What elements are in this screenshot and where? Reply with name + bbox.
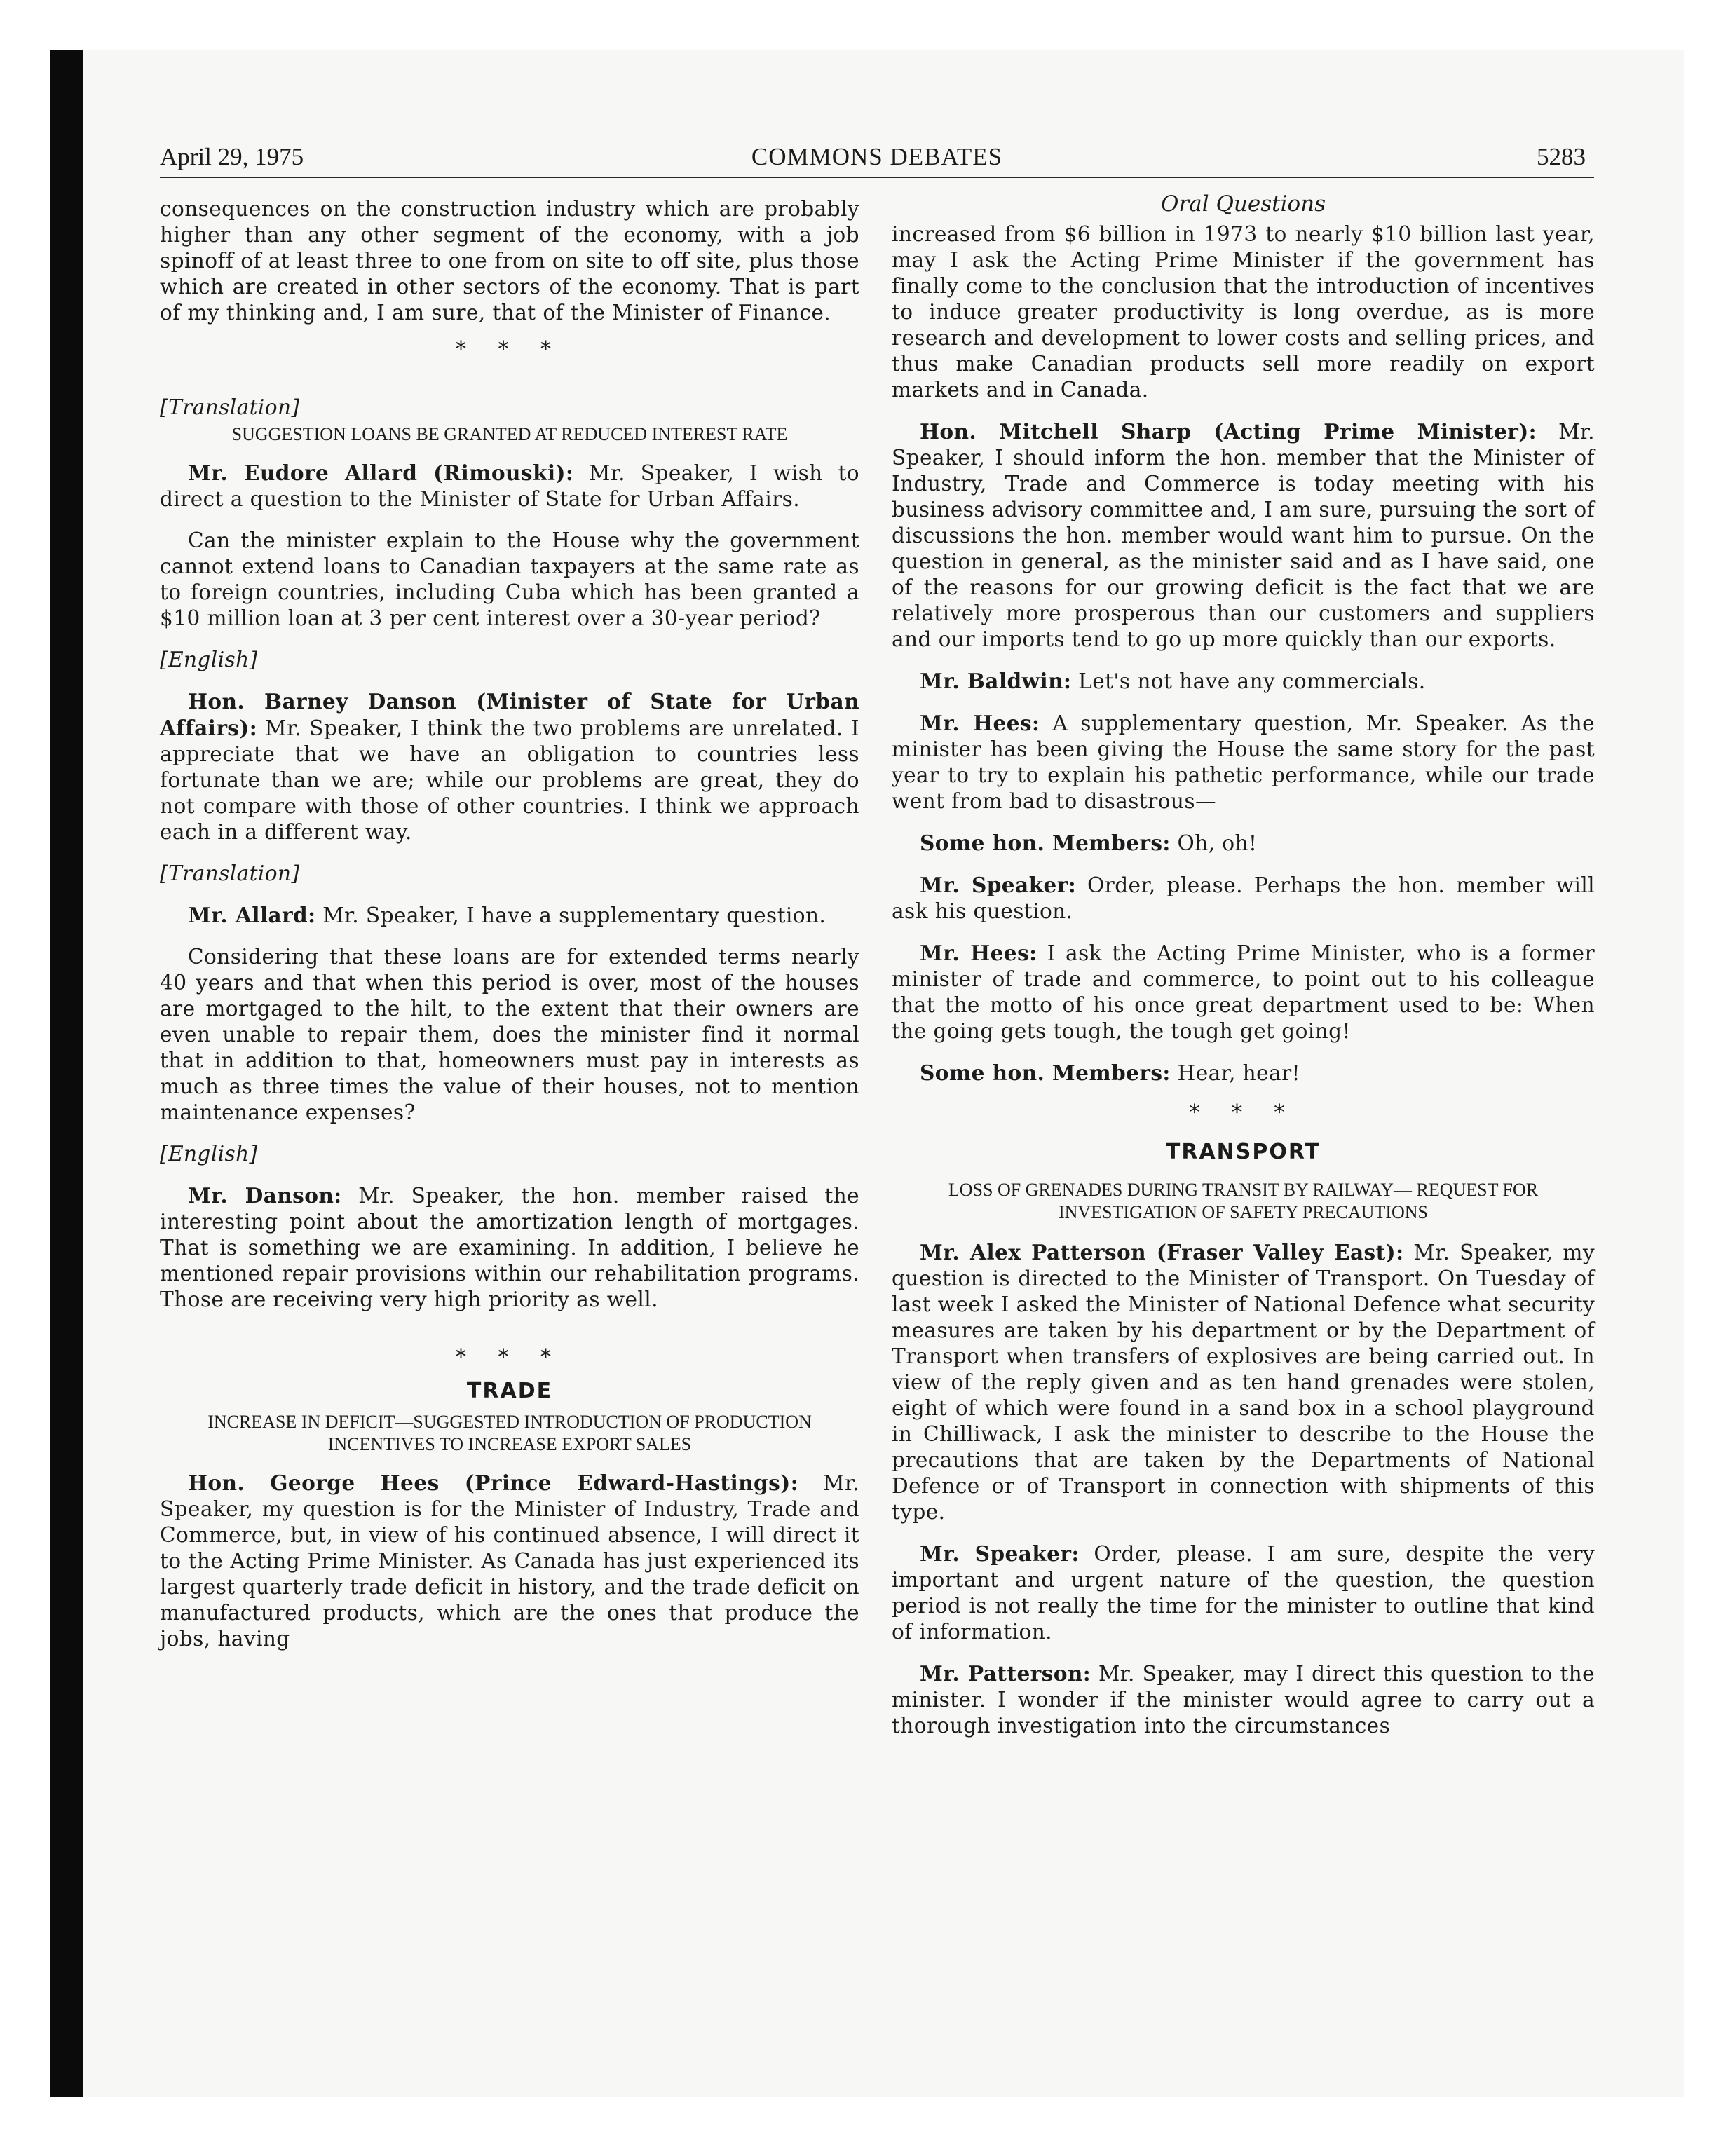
speaker-name: Some hon. Members: xyxy=(920,831,1171,855)
speaker-name: Mr. Danson: xyxy=(188,1183,342,1208)
speech-paragraph xyxy=(892,1660,1595,1739)
speaker-name: Mr. Speaker: xyxy=(920,873,1077,897)
speech-text: Mr. Speaker, my question is for the Minister of Industry, Trade and Commerce, but, in view of his continued absence, I will direct it to the Acting Prime Minister. As Canada has just experienced its largest quarterly trade deficit in history, and the trade deficit on manufactured products, which are the ones that produce the jobs, having xyxy=(160,1471,859,1651)
speech-text: Mr. Speaker, I should inform the hon. member that the Minister of Industry, Trade and Commerce is today meeting with his business advisory committee and, I am sure, pursuing the sort of discussions the hon. member would want him to pursue. On the question in general, as the minister said and as I have said, one of the reasons for our growing deficit is the fact that we are relatively more prosperous than our customers and suppliers and our imports tend to go up more quickly than our exports. xyxy=(892,420,1595,651)
language-marker: [Translation] xyxy=(160,395,300,419)
page-header xyxy=(160,140,1594,178)
speech-text: Order, please. I am sure, despite the very important and urgent nature of the question, the question period is not really the time for the minister to outline that kind of information. xyxy=(892,1542,1595,1644)
speech-paragraph xyxy=(892,668,1595,695)
speech-paragraph xyxy=(892,940,1595,1044)
speech-paragraph xyxy=(160,688,859,845)
speech-text: Oh, oh! xyxy=(1177,831,1258,855)
speaker-name: Some hon. Members: xyxy=(920,1060,1171,1085)
section-divider: * * * xyxy=(1189,1100,1298,1125)
speech-paragraph xyxy=(892,1060,1595,1086)
speech-text: Order, please. Perhaps the hon. member will ask his question. xyxy=(892,873,1595,923)
speaker-name: Mr. Allard: xyxy=(188,903,316,927)
paragraph: Considering that these loans are for extended terms nearly 40 years and that when this period is over, most of the houses are mortgaged to the hilt, to the extent that their owners are even unable to repair them, does the minister find it normal that in addition to that, homeowners must pay in interests as much as three times the value of their houses, not to mention maintenance expenses? xyxy=(160,945,859,1124)
speaker-name: Hon. Barney Danson (Minister of State for Urban Affairs): xyxy=(160,689,859,740)
speech-paragraph xyxy=(892,1239,1595,1525)
speech-text: Mr. Speaker, my question is directed to the Minister of Transport. On Tuesday of last week I asked the Minister of National Defence what security measures are taken by his department or by the Department of Transport when transfers of explosives are being carried out. In view of the reply given and as ten hand grenades were stolen, eight of which were found in a sand box in a school playground in Chilliwack, I ask the minister to describe to the House the precautions that are taken by the Departments of National Defence or of Transport in connection with shipments of this type. xyxy=(892,1241,1595,1524)
section-heading: TRADE xyxy=(466,1379,553,1403)
speech-paragraph xyxy=(892,418,1595,653)
speech-text: Mr. Speaker, I wish to direct a question to the Minister of State for Urban Affairs. xyxy=(160,461,860,511)
header-page-number: 5283 xyxy=(1537,143,1586,170)
speech-text: Mr. Speaker, the hon. member raised the interesting point about the amortization length of mortgages. That is something we are examining. In addition, I believe he mentioned repair provisions within our rehabilitation programs. Those are receiving very high priority as well. xyxy=(160,1184,859,1311)
speech-paragraph xyxy=(160,902,859,929)
paragraph: consequences on the construction industry which are probably higher than any other segment of the economy, with a job spinoff of at least three to one from on site to off site, plus those which are created in other sectors of the economy. That is part of my thinking and, I am sure, that of the Minister of Finance. xyxy=(160,197,859,325)
subheading: SUGGESTION LOANS BE GRANTED AT REDUCED INTEREST RATE xyxy=(231,424,788,444)
speaker-name: Hon. George Hees (Prince Edward-Hastings): xyxy=(188,1471,798,1495)
subheading: INCREASE IN DEFICIT—SUGGESTED INTRODUCTION OF PRODUCTION INCENTIVES TO INCREASE EXPORT SALES xyxy=(207,1412,812,1454)
section-divider: * * * xyxy=(455,1345,564,1370)
language-marker: [English] xyxy=(160,1142,258,1166)
language-marker: [Translation] xyxy=(160,861,300,885)
speech-text: I ask the Acting Prime Minister, who is a former minister of trade and commerce, to point out to his colleague that the motto of his once great department used to be: When the going gets tough, the tough get going! xyxy=(892,941,1595,1043)
speech-paragraph xyxy=(892,710,1595,814)
right-column xyxy=(892,191,1595,1754)
speech-text: Hear, hear! xyxy=(1177,1061,1300,1085)
paragraph: increased from $6 billion in 1973 to nearly $10 billion last year, may I ask the Acting Prime Minister if the government has finally come to the conclusion that the introduction of incentives to induce greater productivity is long overdue, as is more research and development to lower costs and selling prices, and thus make Canadian products sell more readily on export markets and in Canada. xyxy=(892,222,1595,402)
subheading: LOSS OF GRENADES DURING TRANSIT BY RAILWAY— REQUEST FOR INVESTIGATION OF SAFETY PRECAUTIONS xyxy=(948,1180,1539,1222)
section-heading: TRANSPORT xyxy=(1165,1140,1321,1164)
speech-text: Let's not have any commercials. xyxy=(1078,669,1426,693)
speech-text: Mr. Speaker, may I direct this question to the minister. I wonder if the minister would agree to carry out a thorough investigation into the circumstances xyxy=(892,1662,1595,1738)
speaker-name: Mr. Eudore Allard (Rimouski): xyxy=(188,460,574,485)
running-section-label: Oral Questions xyxy=(1160,191,1326,217)
speech-text: Mr. Speaker, I have a supplementary question. xyxy=(322,903,826,927)
speaker-name: Mr. Alex Patterson (Fraser Valley East): xyxy=(920,1240,1404,1264)
speaker-name: Mr. Speaker: xyxy=(920,1541,1080,1566)
speaker-name: Mr. Baldwin: xyxy=(920,669,1072,693)
speaker-name: Mr. Hees: xyxy=(920,711,1040,735)
speech-paragraph xyxy=(160,1182,859,1313)
speech-paragraph xyxy=(892,1541,1595,1645)
section-divider: * * * xyxy=(455,337,564,362)
scan-edge xyxy=(50,50,83,2097)
header-date: April 29, 1975 xyxy=(160,143,304,170)
speaker-name: Hon. Mitchell Sharp (Acting Prime Minister): xyxy=(920,419,1537,444)
left-column xyxy=(160,196,859,1667)
header-title: COMMONS DEBATES xyxy=(751,143,1003,170)
paragraph: Can the minister explain to the House why the government cannot extend loans to Canadian taxpayers at the same rate as to foreign countries, including Cuba which has been granted a $10 million loan at 3 per cent interest over a 30-year period? xyxy=(160,528,859,630)
speech-paragraph xyxy=(892,872,1595,925)
speech-text: A supplementary question, Mr. Speaker. As the minister has been giving the House the same story for the past year to try to explain his pathetic performance, while our trade went from bad to disastrous— xyxy=(892,711,1595,813)
speech-paragraph xyxy=(160,1470,859,1652)
speaker-name: Mr. Hees: xyxy=(920,941,1037,965)
speech-paragraph xyxy=(160,460,859,512)
speech-text: Mr. Speaker, I think the two problems are unrelated. I appreciate that we have an obligation to countries less fortunate than we are; while our problems are great, they do not compare with those of other countries. I think we approach each in a different way. xyxy=(160,716,859,844)
speaker-name: Mr. Patterson: xyxy=(920,1661,1091,1686)
speech-paragraph xyxy=(892,830,1595,857)
language-marker: [English] xyxy=(160,648,258,671)
